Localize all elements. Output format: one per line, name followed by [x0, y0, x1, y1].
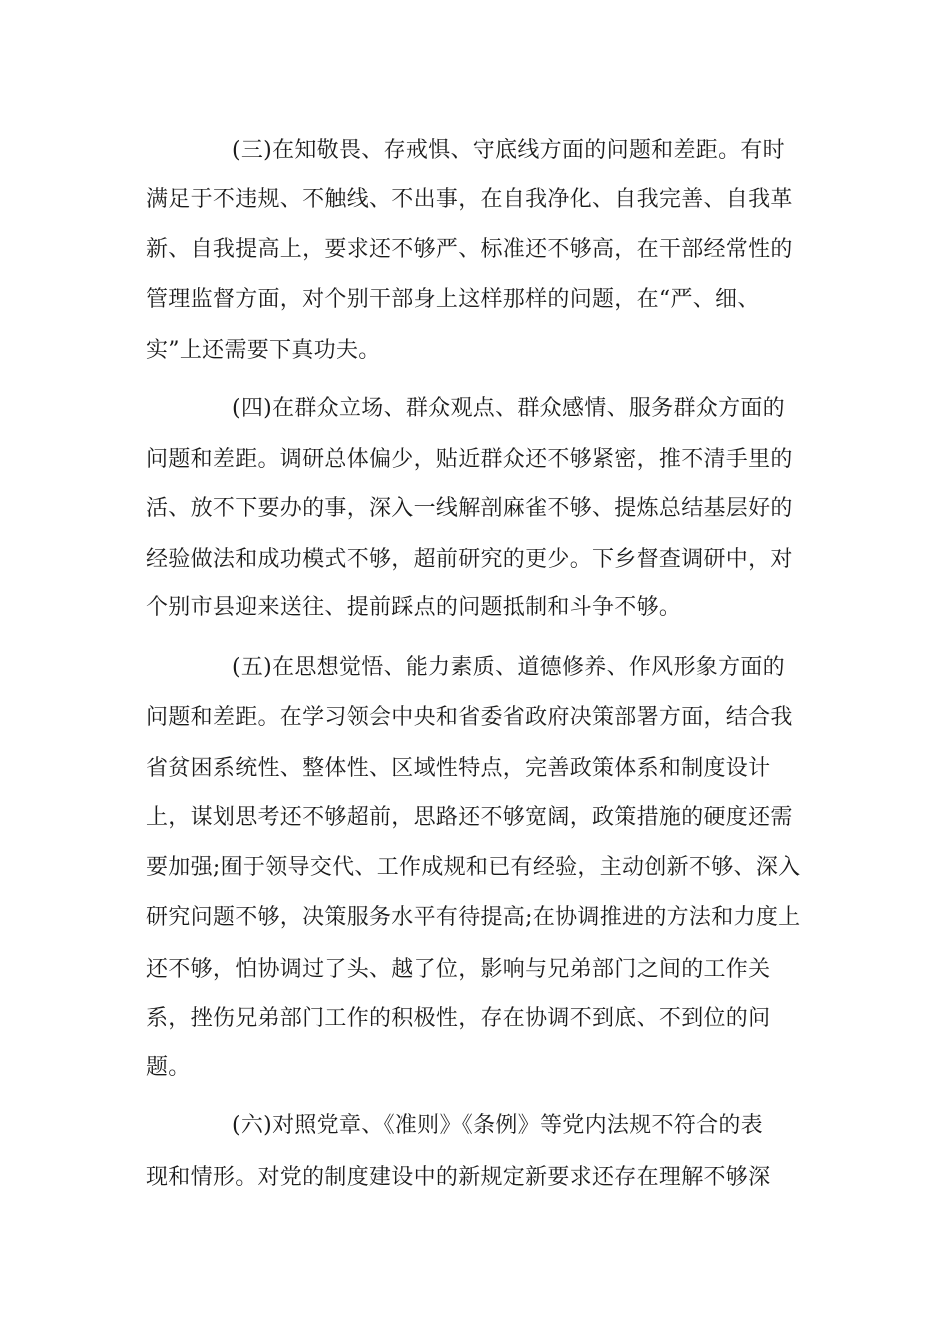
paragraph-5-line-7: 还不够，怕协调过了头、越了位，影响与兄弟部门之间的工作关: [146, 957, 771, 982]
paragraph-3-line-4: 管理监督方面，对个别干部身上这样那样的问题，在“严、细、: [146, 287, 760, 312]
paragraph-3-line-5: 实”上还需要下真功夫。: [146, 338, 381, 363]
paragraph-5-line-6: 研究问题不够，决策服务水平有待提高;在协调推进的方法和力度上: [146, 905, 801, 930]
paragraph-4-line-2: 问题和差距。调研总体偏少，贴近群众还不够紧密，推不清手里的: [146, 447, 793, 472]
paragraph-5-line-4: 上，谋划思考还不够超前，思路还不够宽阔，政策措施的硬度还需: [146, 805, 793, 830]
paragraph-3-line-1: (三)在知敬畏、存戒惧、守底线方面的问题和差距。有时: [232, 138, 785, 163]
paragraph-4-line-3: 活、放不下要办的事，深入一线解剖麻雀不够、提炼总结基层好的: [146, 496, 793, 521]
paragraph-4-line-4: 经验做法和成功模式不够，超前研究的更少。下乡督查调研中，对: [146, 547, 793, 572]
paragraph-3-line-2: 满足于不违规、不触线、不出事，在自我净化、自我完善、自我革: [146, 187, 793, 212]
paragraph-5-line-8: 系，挫伤兄弟部门工作的积极性，存在协调不到底、不到位的问: [146, 1006, 771, 1031]
paragraph-6-line-1: (六)对照党章、《准则》《条例》等党内法规不符合的表: [232, 1113, 763, 1138]
paragraph-5-line-9: 题。: [146, 1055, 191, 1080]
paragraph-6-line-2: 现和情形。对党的制度建设中的新规定新要求还存在理解不够深: [146, 1165, 771, 1190]
paragraph-5-line-3: 省贫困系统性、整体性、区域性特点，完善政策体系和制度设计: [146, 756, 771, 781]
paragraph-5-line-2: 问题和差距。在学习领会中央和省委省政府决策部署方面，结合我: [146, 705, 793, 730]
paragraph-3-line-3: 新、自我提高上，要求还不够严、标准还不够高，在干部经常性的: [146, 237, 793, 262]
paragraph-5-line-5: 要加强;囿于领导交代、工作成规和已有经验，主动创新不够、深入: [146, 855, 801, 880]
paragraph-4-line-1: (四)在群众立场、群众观点、群众感情、服务群众方面的: [232, 396, 785, 421]
paragraph-5-line-1: (五)在思想觉悟、能力素质、道德修养、作风形象方面的: [232, 655, 785, 680]
paragraph-4-line-5: 个别市县迎来送往、提前踩点的问题抵制和斗争不够。: [146, 595, 682, 620]
